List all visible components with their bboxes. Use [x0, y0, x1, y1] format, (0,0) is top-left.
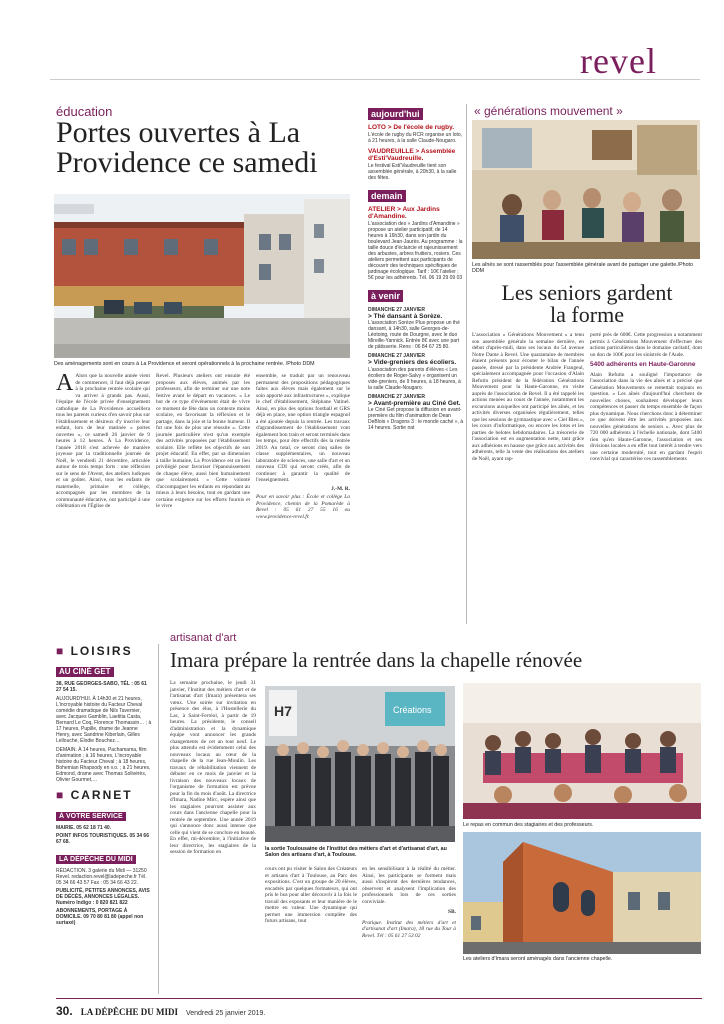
school-photo — [54, 194, 350, 358]
agenda-aujourdhui — [368, 104, 464, 122]
article2-col1: L'association « Générations Mouvement » a tenu son assemblée générale la semaine dernière, en début d'après-midi, dans ses locaux du 54 avenue Notre Dame à Revel. Une quarantaine de membres étaient présents pour écouter le bilan de l'année passée, dressé par la présidente Andrée Frangeul, spécialement accompagnée pour l'occasion d'Alain Refutin président de la fédération Générations Mouvement pour la Haute-Garonne, en visite auprès de l'association de Revel. Il a été rappelé les actions menées au cours de l'année, notamment les excursions auxquelles ont participé les aînés, et les activités diverses organisées régulièrement, telles que les sessions de gymnastique avec « Ciel Bleu », les cours d'informatique, ou encore les lotos et les parties de belotes hebdomadaires. La trésorerie de l'association est en augmentation nette, tant grâce aux adhésions en hausse que grâce aux activités des adhérents, telle la vente des réalisations des ateliers de Noël, ayant rap- — [472, 332, 584, 462]
article1-col3-text: ensemble, se traduit par un renouveau permanent des propositions pédagogiques faites aux élèves mais également sur le soin apporté aux infrastructures », explique le chef d'établissement, Stéphane Vatinel. Ainsi, en plus des options football et GRS déjà en place, une option triangle espagnol a été ajoutée depuis la rentrée. Les travaux d'agrandissement de l'établissement vont également bon train et seront terminés dans les temps, pour être effectifs dès la rentrée 2019. Au total, ce seront cinq salles de classe supplémentaires, un nouveau laboratoire de sciences, une salle d'art et un nouveau CDI qui seront créés, afin de continuer à garantir la qualité de l'enseignement. — [256, 373, 350, 483]
agenda-demain — [368, 186, 464, 204]
article1-title-line1: Portes ouvertes à La — [56, 116, 301, 149]
agenda-item6-text: Le Ciné Get propose la diffusion en avant-première du film d'animation de Dean DeBlois « Dragons 3 : le monde caché », à 14 heures. Sortie nat — [368, 407, 464, 431]
depeche-label: LA DÉPÊCHE DU MIDI — [56, 855, 136, 864]
agenda-divider — [466, 104, 467, 624]
chapel-caption: Les ateliers d'Imara seront aménagés dans l'ancienne chapelle. — [463, 956, 613, 962]
article3-col3-text: en les sensibilisant à la réalité du métier. Ainsi, les participants se forment mais aussi s'inspirent des dernières tendances, observent et analysent l'implication des professionnels lors de ces sorties conviviale. — [362, 866, 456, 905]
service-label-wrap — [56, 805, 152, 823]
meal-caption: Le repas en commun des stagiaires et des professeurs. — [463, 822, 594, 828]
article2-title-line2: la forme — [550, 302, 624, 327]
cine-tomorrow: DEMAIN. À 14 heures, Pachamama, film d'animation ; à 16 heures, L'incroyable histoire du Facteur Cheval ; à 18 heures, Bohemian Rhapsody en v.o. ; à 21 heures, Edmond, drame avec Thomas Solivérès, Olivier Gourmet,… — [56, 747, 151, 783]
page-number: 30. — [56, 1004, 73, 1018]
agenda-item3-title: ATELIER > Aux Jardins d'Amandine. — [368, 205, 440, 220]
agenda-item2-text: Le festival Esti'Vaudreuille tient son assemblée générale, à 20h30, à la salle des fêtes. — [368, 162, 457, 181]
section-name: revel — [580, 41, 657, 81]
article3-info: Pratique. Institut des métiers d'art et d'artisanat d'art (Imara), 18 rue du Tour à Revel. Tél : 05 61 27 53 02 — [362, 919, 456, 939]
footer-date: Vendredi 25 janvier 2019. — [185, 1010, 266, 1017]
footer — [56, 1002, 265, 1018]
seniors-photo — [472, 120, 700, 259]
meal-photo-art — [463, 683, 701, 819]
agenda-item5-date: DIMANCHE 27 JANVIER — [368, 353, 425, 359]
article2-col2 — [590, 332, 702, 624]
agenda-item5-title: > Vide-greniers des écoliers. — [368, 359, 457, 366]
article1-col2: Revel. Plusieurs ateliers ont ensuite été proposés aux élèves, animés par les professeurs, afin de terminer sur une note festive avant le départ en vacances. « Le but de ce type d'événement était de vivre ce moment de fête dans un contexte moins scolaire, en favorisant la réflexion et le partage, dans la joie et la bonne humeur. Il fut une fois de plus une réussite ». Cette journée particulière n'est qu'un exemple des activités proposées par l'établissement scolaire. Elle reflète les objectifs de son projet éducatif. En effet, par sa dimension à taille humaine, La Providence est un lieu privilégié pour favoriser l'épanouissement de chaque élève, aussi bien humainement que scolairement. « Cette volonté d'accompagner les enfants en répondant au mieux à leurs besoins, tout en gardant une certaine exigence sur les efforts fournis et le vivre — [156, 373, 250, 509]
article1-body — [56, 373, 356, 571]
article2-title — [472, 282, 702, 326]
aujourdhui-label: aujourd'hui — [368, 108, 423, 120]
demain-label: demain — [368, 190, 406, 202]
article2-title-line1: Les seniors gardent — [501, 280, 673, 305]
article3-title: Imara prépare la rentrée dans la chapelle rénovée — [170, 648, 583, 672]
article2-subhead: 5400 adhérents en Haute-Garonne — [590, 361, 696, 368]
agenda-item5-text: L'association des parents d'élèves « Les écoliers de Roger-Salvy » organisent un vide-greniers, de 9 heures, à 18 heures, à la salle Claude-Nougaro. — [368, 366, 461, 391]
meal-photo — [463, 683, 701, 819]
agenda-item4-text: L'association Sorèze Plus propose un thé dansant, à 14h30, salle Georges-de-Léotoing, route de Dourgne, avec le duo Mireille-Yannick. Entrée 8€ avec une part de pâtisserie. Rens : 06 84 67 25 80. — [368, 320, 460, 350]
paper-name: LA DÉPÊCHE DU MIDI — [80, 1007, 178, 1017]
service-label: À VOTRE SERVICE — [56, 812, 126, 821]
agenda-item4-title: > Thé dansant à Sorèze. — [368, 312, 443, 320]
seniors-photo-art — [472, 120, 700, 259]
article2-kicker: « générations mouvement » — [474, 104, 623, 118]
article1-title — [56, 118, 318, 178]
depeche-label-wrap — [56, 848, 152, 866]
imara-group-photo — [265, 686, 455, 842]
school-photo-art — [54, 194, 350, 358]
article1-info: Pour en savoir plus : École et collège La Providence, chemin de la Pomarède à Revel : 05 61 27 55 16 ou www.providence-revel.fr. — [256, 494, 350, 520]
depeche-abonnements: ABONNEMENTS, PORTAGE À DOMICILE. 09 70 80 81 80 (appel non surtaxé) — [56, 908, 144, 926]
cine-label-wrap — [56, 661, 152, 679]
article1-signature: J.-M. R. — [331, 485, 350, 492]
article1-title-line2: Providence ce samedi — [56, 146, 318, 179]
article1-col1 — [56, 373, 150, 573]
cine-address: 38, RUE GEORGES-SABO, TÉL : 05 61 27 54 15. — [56, 681, 147, 693]
article2-col2a: porté près de 600€. Cette progression a notamment permis à Générations Mouvement d'effectuer des actions particulières dans le domaine caritatif, dont un don de 100€ pour les sinistrés de l'Aude. — [590, 332, 702, 358]
carnet-label: ■ CARNET — [56, 788, 133, 802]
service-mairie: MAIRIE. 05 62 18 71 40. — [56, 825, 112, 831]
depeche-redaction: RÉDACTION. 3 galerie du Midi — 31250 Revel. redaction.revel@ladepeche.fr Tél. 05 34 66 43 57 Fax : 05 34 66 43 22. — [56, 868, 147, 886]
loisirs-label: ■ LOISIRS — [56, 644, 133, 658]
sign-text: H7 — [274, 703, 292, 719]
agenda-item3-text: L'association des « Jardins d'Amandine » propose un atelier participatif, de 14 heures à 16h30, dans son jardin du boulevard Jean-Jaurès. Au programme : la taille douce d'éclaircie et rajeunissement des arbustes, arbres fruitiers, rosiers. Ces ateliers permettent aux participants de découvrir des techniques spécifiques de jardinage écologique. Tarif : 10€ l'atelier ; 5€ pour les adhérents. Tél. 06 19 29 09 03 — [368, 220, 463, 281]
article3-col3 — [362, 866, 456, 986]
sidebar-divider — [158, 644, 159, 994]
seniors-caption: Les aînés se sont rassemblés pour l'assemblée générale avant de partager une galette./Photo DDM — [472, 262, 693, 275]
article3-col2: cours ont pu visiter le Salon des Créateurs et artisans d'art à Toulouse, au Parc des expositions. C'est un groupe de 20 élèves, encadrés par quelques formateurs, qui ont pris le bus pour aller découvrir à la fois le travail des exposants et leur manière de le mettre en valeur. Une dynamique qui permet une immersion complète des futurs artisans, tout — [265, 866, 357, 924]
agenda-item1-text: L'école de rugby du RCR organise un loto, à 21 heures, à la salle Claude-Nougaro. — [368, 131, 463, 144]
school-photo-caption: Des aménagements sont en cours à La Providence et seront opérationnels à la prochaine rentrée. /Photo DDM — [54, 361, 315, 367]
imara-group-photo-art — [265, 686, 455, 842]
service-tourisme: POINT INFOS TOURISTIQUES. 05 34 66 67 68. — [56, 833, 149, 845]
sidebar — [56, 644, 152, 994]
agenda-item6-title: > Avant-première au Ciné Get. — [368, 399, 461, 407]
agenda-item1-title: LOTO > De l'école de rugby. — [368, 124, 455, 131]
agenda-column — [368, 104, 464, 624]
article1-kicker: éducation — [56, 104, 113, 119]
cine-today: AUJOURD'HUI. À 14h30 et 21 heures, L'incroyable histoire du Facteur Cheval comédie dramatique de Nils Tavernier, avec Jacques Gamblin, Laetitia Casta, Bernard Le Coq, Florence Thomassin… ; à 17 heures, Pupille, drame de Jeanne Henry, avec Sandrine Kiberlain, Gilles Lellouche, Élodie Bouchez… — [56, 696, 152, 744]
banner-text: Créations — [393, 705, 432, 715]
chapel-photo — [463, 832, 701, 954]
article1-dropcap: A — [56, 373, 74, 396]
article2-col2b: Alain Refutin a souligné l'importance de l'association dans la vie des aînés et a précisé que Génération Mouvements se remettait toujours en question. « Les aînés d'aujourd'hui cherchent de nouvelles choses, souhaitent développer leurs compétences et passer du temps ensemble de façon plus dynamique. Nous cherchons donc à déterminer ce que doivent être les activités proposées aux nouvelles générations de seniors ». Avec plus de 720 000 adhérents à l'échelle nationale, dont 5400 rien qu'en Haute-Garonne, l'association et ses divisions locales a en effet tout intérêt à tendre vers une certaine modernité, tout en gardant l'esprit convivial qui caractérise ces rassemblements — [590, 371, 702, 462]
article3-col1: La semaine prochaine, le jeudi 31 janvier, l'Institut des métiers d'art et de l'artisanat d'art (Imara) présentera ses vœux. Une soirée sur invitation en présence des élus, à l'Hostellerie du Lac, à Saint-Ferréol, à partir de 19 heures. La présidente, le conseil d'administration et la dynamique équipe vont annoncer les grands changements de cet an tout neuf. Le plus attendu est évidemment celui des nouveaux locaux au cœur de la chapelle de la rue Jean-Moulin. Les travaux de réhabilitation viennent de débuter en ce mois de janvier et la livraison des nouveaux locaux de l'organisme de formation est prévue pour la fin du mois d'août. La directrice d'Imara, Nadine Mirc, espère ainsi que les stagiaires pourront assister aux cours dans l'ancienne chapelle pour la rentrée de septembre. Une année 2019 qui s'annonce donc aussi intense que celle qui vient de se conclure en beauté. En effet, mi-décembre, à l'initiative de leur directrice, les stagiaires de la session de formation en — [170, 680, 256, 855]
imara-group-caption: la sortie Toulousaine de l'Institut des métiers d'art et d'artisanat d'art, au Salon des artisans d'art, à Toulouse. — [265, 846, 447, 859]
article1-col1-text: Alors que la nouvelle année vient de commencer, il faut déjà penser à la prochaine rentrée scolaire qui va arriver à grands pas. Aussi, l'équipe de l'école privée d'enseignement catholique de La Providence accueillera tous les parents curieux d'en savoir plus sur l'établissement et désireux d'y inscrire leur enfant, lors de leur matinée « portes ouvertes », ce samedi 26 janvier de 9 heures à 12 heures. À La Providence, l'année 2018 s'est achevée de manière joyeuse par la traditionnelle journée de Noël, le vendredi 21 décembre, articulée autour de trois temps forts : une réflexion sur le sens de l'Avent, des ateliers ludiques et un goûter. Ainsi, tous les enfants de maternelle, primaire et collège, accompagnés par les membres de la communauté éducative, ont participé à une célébration en l'Église de — [56, 373, 150, 509]
chapel-photo-art — [463, 832, 701, 954]
agenda-avenir — [368, 286, 464, 304]
avenir-label: à venir — [368, 290, 403, 302]
article3-signature: SB. — [448, 909, 456, 915]
article1-col3 — [256, 373, 350, 573]
cine-label: AU CINÉ GET — [56, 667, 114, 677]
agenda-item2-title: VAUDREUILLE > Assemblée d'Esti'Vaudreuille. — [368, 147, 456, 162]
agenda-item4-date: DIMANCHE 27 JANVIER — [368, 306, 425, 313]
depeche-publicite: PUBLICITÉ, PETITES ANNONCES, AVIS DE DÉCÈS, ANNONCES LÉGALES. Numéro Indigo : 0 820 821 822 — [56, 888, 150, 906]
article3-kicker: artisanat d'art — [170, 632, 237, 644]
footer-rule — [56, 998, 702, 999]
agenda-item6-date: DIMANCHE 27 JANVIER — [368, 393, 425, 400]
